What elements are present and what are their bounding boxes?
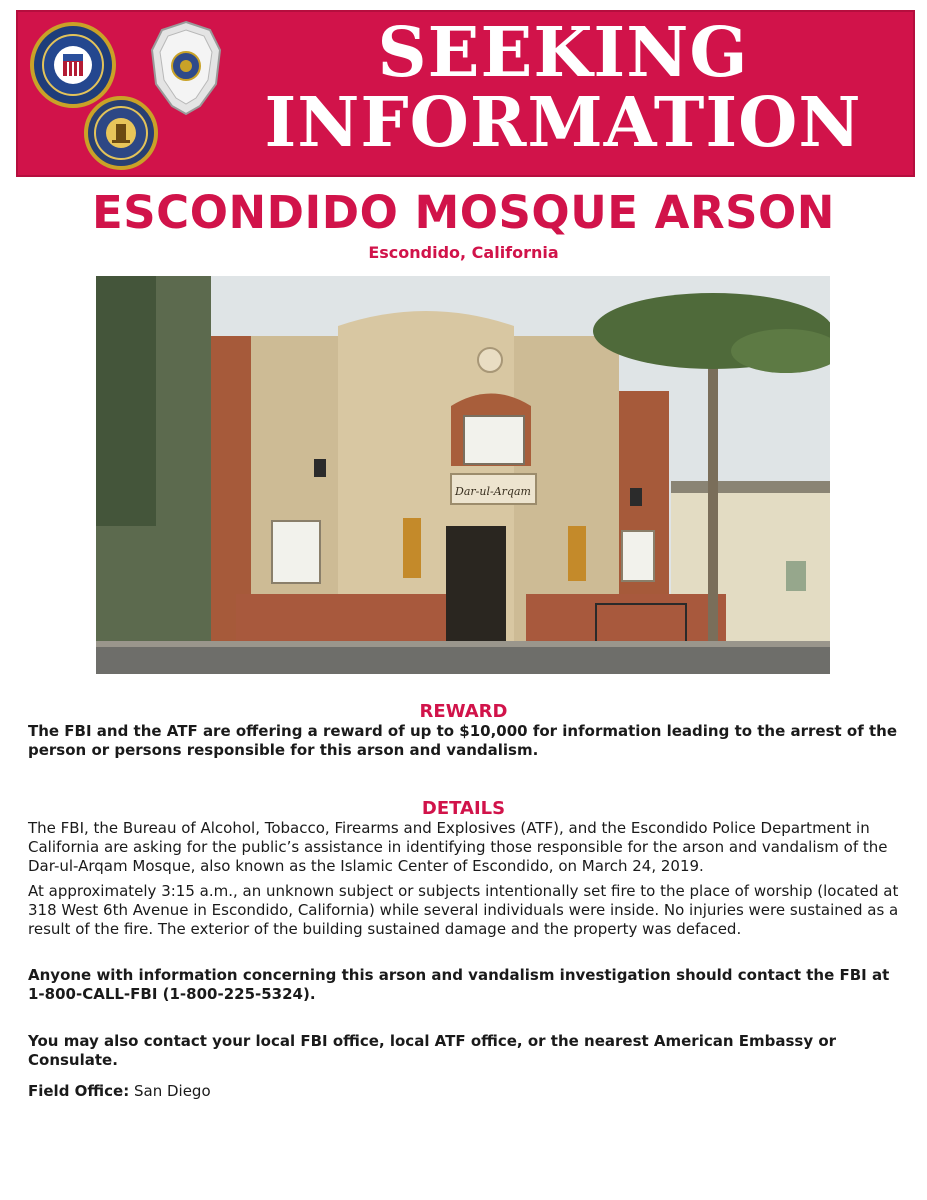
field-office bbox=[28, 1082, 908, 1101]
details-paragraph-1: The FBI, the Bureau of Alcohol, Tobacco, Firearms and Explosives (ATF), and the Escondido Police Department in California are asking for the public’s assistance in identifying those responsible for the arson and vandalism of the Dar-ul-Arqam Mosque, also known as the Islamic Center of Escondido, on March 24, 2019. bbox=[28, 819, 888, 875]
banner-title-line2: INFORMATION bbox=[264, 83, 862, 163]
details-paragraph-2: At approximately 3:15 a.m., an unknown subject or subjects intentionally set fire to the place of worship (located at 318 West 6th Avenue in Escondido, California) while several individuals were inside. No injuries were sustained as a result of the fire. The exterior of the building sustained damage and the property was defaced. bbox=[28, 882, 899, 938]
photo-sign-text: Dar-ul-Arqam bbox=[455, 485, 531, 498]
banner-title-line1: SEEKING bbox=[377, 13, 749, 93]
fbi-seal bbox=[30, 22, 116, 108]
escondido-police-badge bbox=[148, 20, 224, 116]
field-office-value: San Diego bbox=[134, 1082, 211, 1100]
reward-text: The FBI and the ATF are offering a reward of up to $10,000 for information leading to the arrest of the person or persons responsible for this arson and vandalism. bbox=[28, 722, 897, 759]
case-title: ESCONDIDO MOSQUE ARSON bbox=[92, 186, 835, 239]
atf-seal bbox=[84, 96, 158, 170]
reward-heading: REWARD bbox=[419, 701, 508, 722]
mosque-photo bbox=[96, 276, 830, 674]
banner-title bbox=[218, 13, 908, 163]
contact-text: Anyone with information concerning this arson and vandalism investigation should contact the FBI at 1-800-CALL-FBI (1-800-225-5324). bbox=[28, 966, 890, 1003]
details-heading: DETAILS bbox=[421, 798, 506, 819]
header-banner bbox=[16, 10, 915, 177]
field-office-label: Field Office: bbox=[28, 1082, 130, 1100]
case-location: Escondido, California bbox=[368, 243, 559, 262]
also-contact-text: You may also contact your local FBI office, local ATF office, or the nearest American Embassy or Consulate. bbox=[28, 1032, 837, 1069]
